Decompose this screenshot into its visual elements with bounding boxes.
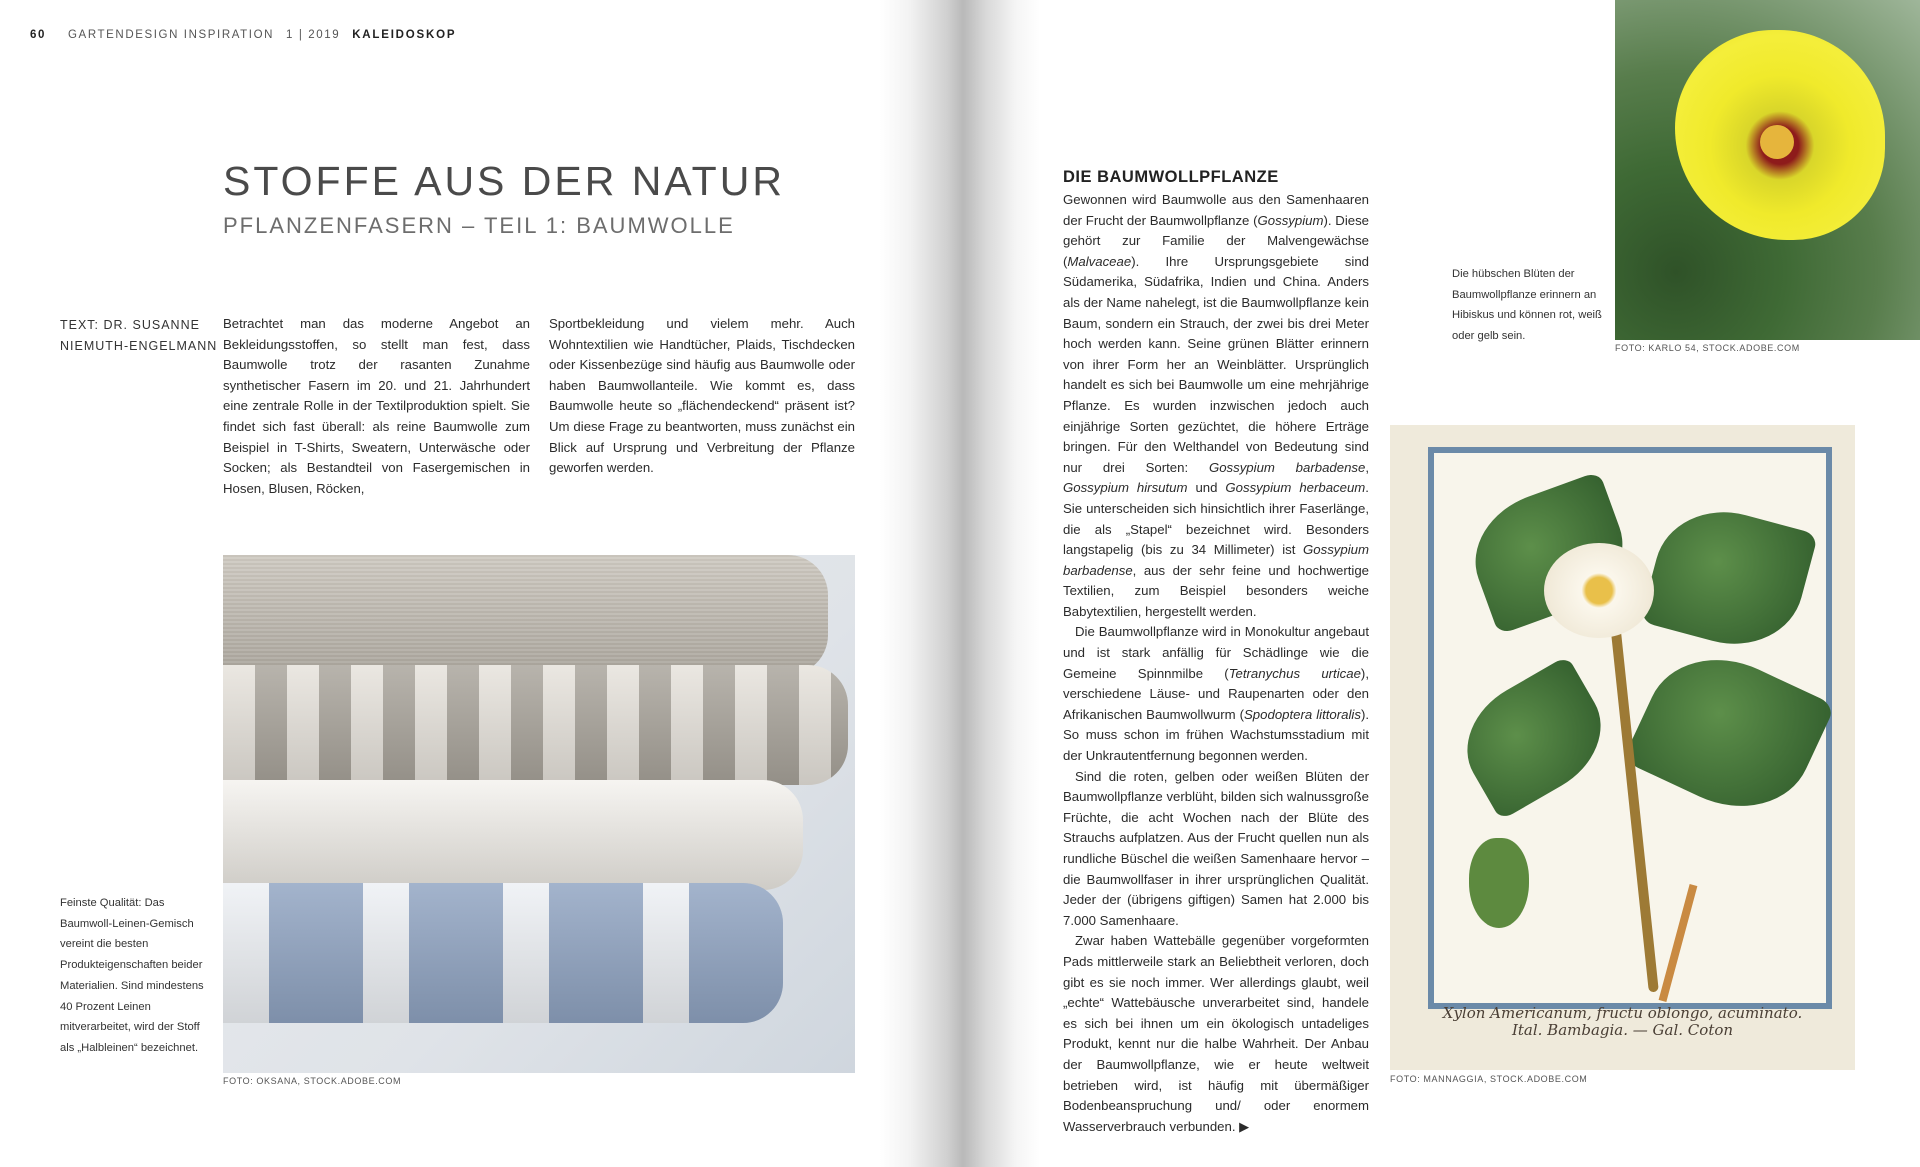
italic-term: Gossypium bbox=[1257, 212, 1324, 228]
intro-column-2: Sportbekleidung und vielem mehr. Auch Wohntextilien wie Handtücher, Plaids, Tischdecken oder Kissenbezüge sind häufig aus Baumwolle oder haben Baumwollanteile. Wie kommt es, dass Baumwolle heute so „flächendeckend“ präsent ist? Um diese Frage zu beantworten, muss zunächst ein Blick auf Ursprung und Verbreitung der Pflanze geworfen werden. bbox=[549, 316, 855, 476]
intro-column-1: Betrachtet man das moderne Angebot an Bekleidungsstoffen, so stellt man fest, dass Baumwolle trotz der rasanten Zunahme synthetischer Fasern im 20. und 21. Jahrhundert eine zentrale Rolle in der Textilproduktion spielt. Sie findet sich fast überall: als reine Baumwolle zum Beispiel in T-Shirts, Sweatern, Unterwäsche oder Socken; als Bestandteil von Fasergemischen in Hosen, Blusen, Röcken, bbox=[223, 316, 530, 496]
botanical-photo-credit: FOTO: MANNAGGIA, STOCK.ADOBE.COM bbox=[1390, 1074, 1588, 1084]
author-credit bbox=[60, 315, 217, 357]
article-paragraph-1 bbox=[1063, 190, 1369, 622]
text-run: Die Baumwollpflanze wird in Monokultur angebaut und ist stark anfällig für Schädlinge wie die Gemeine Spinnmilbe ( bbox=[1063, 624, 1369, 681]
cotton-blossom bbox=[1544, 543, 1654, 638]
text-run: Sind die roten, gelben oder weißen Blüten der Baumwollpflanze verblüht, bilden sich walnussgroße Früchte, die acht Wochen nach der Blüte des Strauchs aufplatzen. Aus der Frucht quellen nun als rundliche Büschel die weißen Samenhaare hervor – die Baumwollfaser in ihrer ursprünglichen Qualität. Jeder der (übrigens giftigen) Samen hat 2.000 bis 7.000 Samenhaare. bbox=[1063, 768, 1369, 928]
text-run: . Sie unterscheiden sich hinsichtlich ihrer Faserlänge, die als „Stapel“ bezeichnet wird. Besonders langstapelig (bis zu 34 Millimeter) ist bbox=[1063, 480, 1369, 558]
article-body bbox=[1063, 190, 1369, 1137]
fabric-fold-white bbox=[223, 780, 803, 890]
italic-term: Malvaceae bbox=[1067, 253, 1132, 269]
fabric-fold-striped bbox=[223, 665, 848, 785]
flower-photo-credit: FOTO: KARLO 54, STOCK.ADOBE.COM bbox=[1615, 343, 1800, 353]
plant-stem bbox=[1609, 614, 1659, 993]
text-run: ), verschiedene Läuse- und Raupenarten oder den Afrikanischen Baumwollwurm ( bbox=[1063, 665, 1369, 722]
text-run: ). So muss schon im frühen Wachstumsstadium mit der Unkrautentfernung begonnen werden. bbox=[1063, 706, 1369, 764]
article-paragraph-3 bbox=[1063, 767, 1369, 932]
italic-term: Gossypium hirsutum bbox=[1063, 480, 1188, 496]
fabric-fold-blue bbox=[223, 883, 783, 1023]
text-run: , aus der sehr feine und hochwertige Textilien, zum Beispiel besonders weiche Babytextilien, hergestellt werden. bbox=[1063, 562, 1369, 619]
article-subtitle: PFLANZENFASERN – TEIL 1: BAUMWOLLE bbox=[223, 213, 735, 238]
illustration-inscription bbox=[1390, 1005, 1855, 1039]
leaf-shape bbox=[1640, 496, 1819, 660]
magazine-name: GARTENDESIGN INSPIRATION bbox=[68, 29, 275, 41]
fabric-fold-beige bbox=[223, 555, 828, 675]
italic-term: Gossypium herbaceum bbox=[1225, 480, 1366, 496]
fabric-caption: Feinste Qualität: Das Baumwoll-Leinen-Gemisch vereint die besten Produkteigenschaften beider Materialien. Sind mindestens 40 Prozent Leinen mitverarbeitet, wird der Stoff als „Halbleinen“ bezeichnet. bbox=[60, 897, 204, 1054]
italic-term: Gossypium barbadense bbox=[1208, 459, 1366, 475]
inscription-line-1: Xylon Americanum, fructu oblongo, acuminato. bbox=[1442, 1004, 1803, 1022]
section-heading: DIE BAUMWOLLPFLANZE bbox=[1063, 168, 1279, 186]
author-line-1: TEXT: DR. SUSANNE bbox=[60, 318, 200, 332]
italic-term: Spodoptera littoralis bbox=[1244, 706, 1361, 722]
fabric-photo bbox=[223, 555, 855, 1073]
issue-number: 1 | 2019 bbox=[286, 29, 341, 41]
page-number: 60 bbox=[30, 29, 46, 41]
flower-stamen bbox=[1760, 125, 1794, 159]
running-header bbox=[30, 29, 456, 41]
italic-term: Gossypium barbadense bbox=[1063, 542, 1369, 578]
leaf-shape bbox=[1622, 634, 1835, 833]
article-paragraph-4 bbox=[1063, 931, 1369, 1137]
fabric-photo-credit: FOTO: OKSANA, STOCK.ADOBE.COM bbox=[223, 1076, 402, 1086]
inscription-line-2: Ital. Bambagia. — Gal. Coton bbox=[1511, 1021, 1734, 1039]
text-run: Gewonnen wird Baumwolle aus den Samenhaaren der Frucht der Baumwollpflanze ( bbox=[1063, 192, 1369, 228]
text-run: , bbox=[1365, 459, 1370, 475]
text-run: und bbox=[1187, 480, 1226, 496]
text-run: ▶ bbox=[1239, 1118, 1250, 1134]
article-title: STOFFE AUS DER NATUR bbox=[223, 158, 785, 204]
italic-term: Tetranychus urticae bbox=[1228, 665, 1361, 681]
flower-caption: Die hübschen Blüten der Baumwollpflanze erinnern an Hibiskus und können rot, weiß oder gelb sein. bbox=[1452, 268, 1602, 343]
text-run: Zwar haben Wattebälle gegenüber vorgeformten Pads mittlerweile stark an Beliebtheit verloren, doch gibt es sie noch immer. Wer allerdings glaubt, weil „echte“ Wattebäusche unverarbeitet sind, handele es sich bei ihnen um ein ökologisch untadeliges Produkt, kennt nur die halbe Wahrheit. Der Anbau der Baumwollpflanze, wie er heute weltweit betrieben wird, ist häufig mit übermäßiger Bodenbeanspruchung und/ oder enormem Wasserverbrauch verbunden. bbox=[1063, 933, 1369, 1134]
text-run: ). Diese gehört zur Familie der Malvengewächse ( bbox=[1063, 212, 1370, 269]
botanical-illustration bbox=[1390, 425, 1855, 1070]
article-paragraph-2 bbox=[1063, 622, 1369, 766]
author-line-2: NIEMUTH-ENGELMANN bbox=[60, 339, 218, 353]
page-spine-shadow bbox=[880, 0, 1040, 1167]
plant-root bbox=[1659, 884, 1698, 1002]
flower-photo bbox=[1615, 0, 1920, 340]
text-run: ). Ihre Ursprungsgebiete sind Südamerika, Südafrika, Indien und China. Anders als der Name nahelegt, ist die Baumwollpflanze kein Baum, sondern ein Strauch, der zwei bis drei Meter hoch werden kann. Seine grünen Blätter erinnern von ihrer Form her an Weinblätter. Ursprünglich handelt es sich bei Baumwolle um eine mehrjährige Pflanze. Es wurden inzwischen jedoch auch einjährige Sorten gezüchtet, die höhere Erträge bringen. Für den Welthandel von Bedeutung sind nur drei Sorten: bbox=[1063, 253, 1369, 475]
seed-pod bbox=[1469, 838, 1529, 928]
illustration-frame bbox=[1428, 447, 1832, 1009]
leaf-shape bbox=[1446, 655, 1622, 820]
section-name: KALEIDOSKOP bbox=[352, 29, 457, 41]
